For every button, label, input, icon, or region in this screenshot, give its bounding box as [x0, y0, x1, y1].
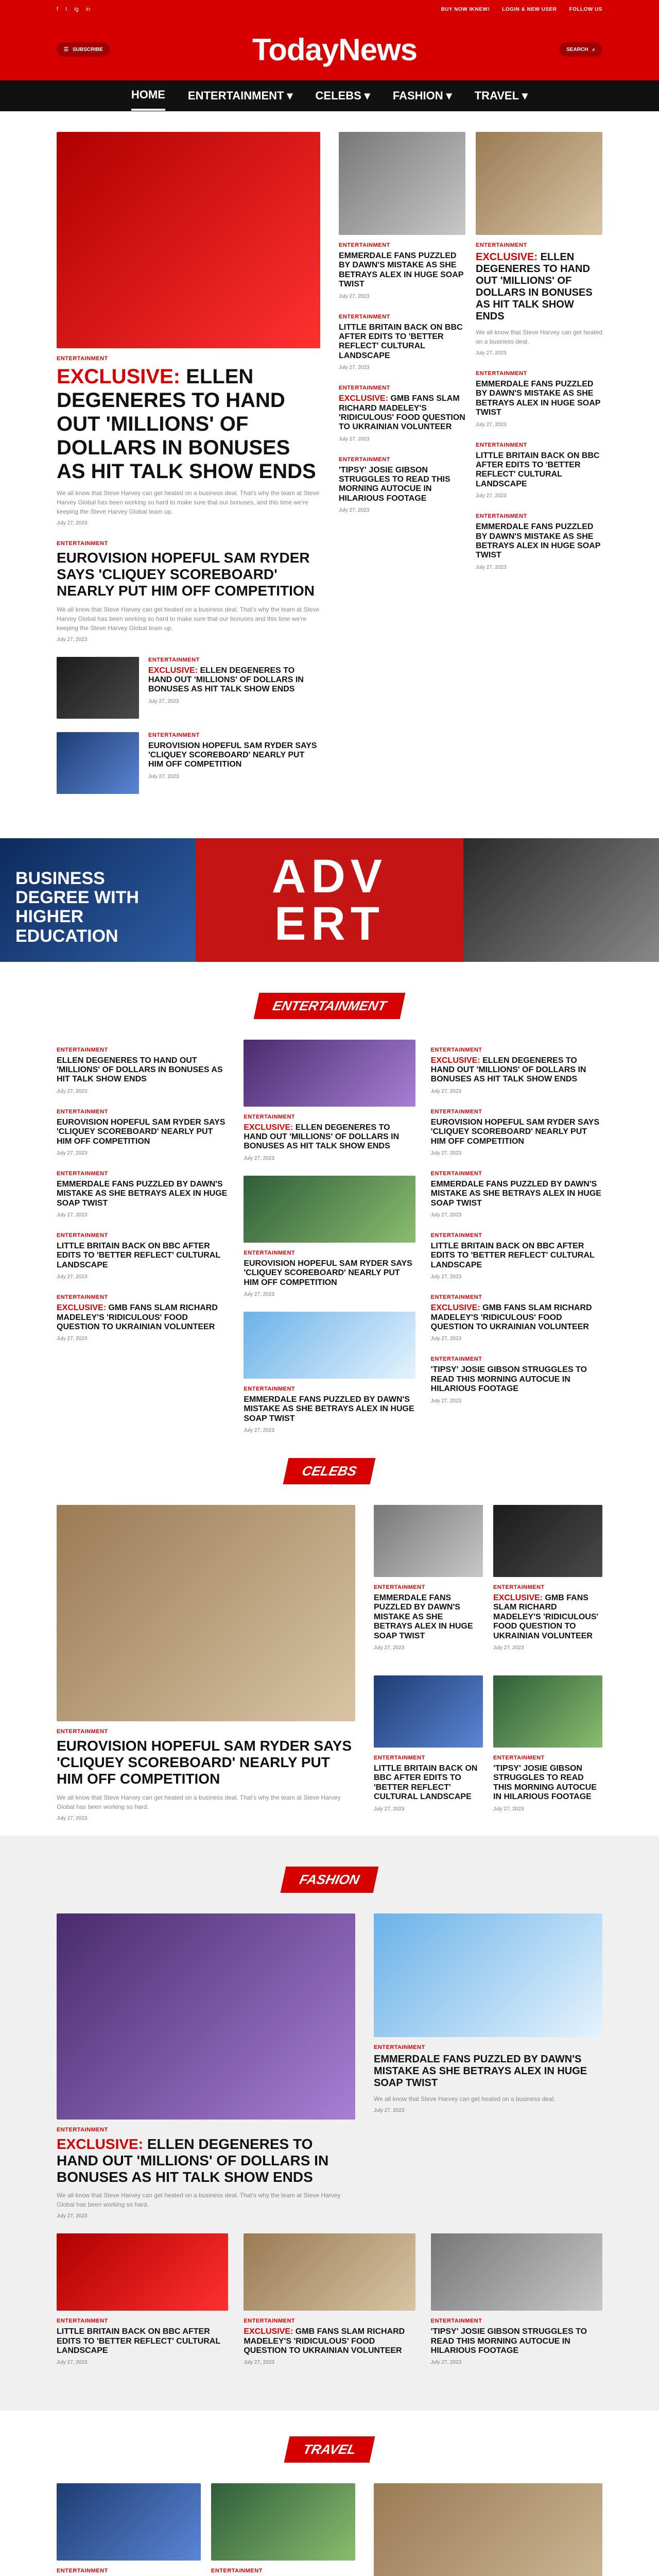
- article-card[interactable]: ENTERTAINMENT EXCLUSIVE: GMB FANS SLAM RICHARD MADELEY'S 'RIDICULOUS' FOOD QUESTION TO UKRAINIAN VOLUNTEER July 27, 2023: [57, 1294, 218, 1342]
- article-image[interactable]: [244, 1040, 415, 1107]
- celebs-main-article[interactable]: ENTERTAINMENT EUROVISION HOPEFUL SAM RYDER SAYS 'CLIQUEY SCOREBOARD' NEARLY PUT HIM OFF COMPETITION We all know that Steve Harvey can get heated on a business deal. That's why the team at Steve Harvey Global has been working so hard. July 27, 2023: [57, 1728, 352, 1821]
- hero-second-article[interactable]: ENTERTAINMENT EUROVISION HOPEFUL SAM RYDER SAYS 'CLIQUEY SCOREBOARD' NEARLY PUT HIM OFF COMPETITION We all know that Steve Harvey can get heated on a business deal. That's why the team at Steve Harvey Global has been working so hard to make sure that our bonuses and this time we're keeping the Steve Harvey Global team up. July 27, 2023: [57, 540, 320, 642]
- nav-celebs[interactable]: CELEBS ▾: [315, 89, 370, 102]
- fashion-main-article[interactable]: ENTERTAINMENT EXCLUSIVE: ELLEN DEGENERES TO HAND OUT 'MILLIONS' OF DOLLARS IN BONUSES AS HIT TALK SHOW ENDS We all know that Steve Harvey can get heated on a business deal. That's why the team at Steve Harvey Global has been working so hard. July 27, 2023: [57, 2126, 341, 2219]
- article-image[interactable]: [493, 1505, 602, 1577]
- fashion-section: [0, 1836, 659, 2411]
- article-card[interactable]: ENTERTAINMENT EXCLUSIVE: ELLEN DEGENERES TO HAND OUT 'MILLIONS' OF DOLLARS IN BONUSES AS HIT TALK SHOW ENDS We all know that Steve Harvey can get heated on a business deal. July 27, 2023: [476, 242, 602, 356]
- article-image[interactable]: [339, 132, 465, 235]
- ad-image-right: [463, 838, 659, 962]
- article-image[interactable]: [57, 132, 320, 348]
- top-bar: [0, 0, 659, 19]
- social-links: [57, 6, 90, 12]
- twitter-icon[interactable]: t: [65, 6, 67, 12]
- article-card[interactable]: ENTERTAINMENT 'TIPSY' JOSIE GIBSON STRUGGLES TO READ THIS MORNING AUTOCUE IN HILARIOUS FOOTAGE July 27, 2023: [430, 1356, 587, 1404]
- site-header: [0, 19, 659, 80]
- subscribe-button[interactable]: ☰ SUBSCRIBE: [57, 42, 110, 57]
- article-card[interactable]: ENTERTAINMENT EXCLUSIVE: ELLEN DEGENERES TO HAND OUT 'MILLIONS' OF DOLLARS IN BONUSES AS HIT TALK SHOW ENDS July 27, 2023: [244, 1113, 400, 1161]
- topbar-link[interactable]: BUY NOW IKNEW!: [441, 6, 490, 12]
- ad-text: ADV ERT: [196, 838, 463, 962]
- article-card[interactable]: ENTERTAINMENT EUROVISION HOPEFUL SAM RYDER SAYS 'CLIQUEY SCOREBOARD' NEARLY PUT HIM OFF COMPETITION July 27, 2023: [244, 1249, 412, 1297]
- article-image[interactable]: [57, 1505, 355, 1721]
- article-card[interactable]: ENTERTAINMENT LITTLE BRITAIN BACK ON BBC AFTER EDITS TO 'BETTER REFLECT' CULTURAL LANDSCAPE July 27, 2023: [57, 2233, 228, 2365]
- article-card[interactable]: ENTERTAINMENT EMMERDALE FANS PUZZLED BY DAWN'S MISTAKE AS SHE BETRAYS ALEX IN HUGE SOAP TWIST July 27, 2023: [339, 242, 464, 299]
- article-image[interactable]: [476, 132, 602, 235]
- facebook-icon[interactable]: f: [57, 6, 59, 12]
- section-label-entertainment: ENTERTAINMENT: [0, 993, 659, 1019]
- chevron-down-icon: ▾: [364, 89, 370, 102]
- article-card[interactable]: ENTERTAINMENT EMMERDALE FANS PUZZLED BY DAWN'S MISTAKE AS SHE BETRAYS ALEX IN HUGE SOAP TWIST July 27, 2023: [476, 513, 601, 570]
- article-image[interactable]: [211, 2483, 355, 2561]
- article-card[interactable]: ENTERTAINMENT LITTLE BRITAIN BACK ON BBC AFTER EDITS TO 'BETTER REFLECT' CULTURAL LANDSCAPE July 27, 2023: [430, 1232, 595, 1280]
- article-image[interactable]: [57, 732, 139, 794]
- article-image[interactable]: [57, 2233, 228, 2311]
- section-label-travel: TRAVEL: [0, 2436, 659, 2463]
- article-image[interactable]: [493, 1675, 602, 1748]
- chevron-down-icon: ▾: [522, 89, 528, 102]
- article-card[interactable]: ENTERTAINMENT EMMERDALE FANS PUZZLED BY DAWN'S MISTAKE AS SHE BETRAYS ALEX IN HUGE SOAP TWIST July 27, 2023: [476, 370, 601, 428]
- article-card[interactable]: ENTERTAINMENT LITTLE BRITAIN BACK ON BBC AFTER EDITS TO 'BETTER REFLECT' CULTURAL LANDSCAPE July 27, 2023: [57, 1232, 220, 1280]
- article-card[interactable]: ENTERTAINMENT EMMERDALE FANS PUZZLED BY DAWN'S MISTAKE AS SHE BETRAYS ALEX IN HUGE SOAP TWIST July 27, 2023: [57, 1170, 228, 1218]
- main-nav: [0, 80, 659, 111]
- article-card[interactable]: ENTERTAINMENT EUROVISION HOPEFUL SAM RYDER SAYS 'CLIQUEY SCOREBOARD' NEARLY PUT HIM OFF COMPETITION July 27, 2023: [430, 1108, 600, 1156]
- article-image[interactable]: [374, 1913, 602, 2037]
- nav-fashion[interactable]: FASHION ▾: [392, 89, 452, 102]
- article-image[interactable]: [57, 657, 139, 719]
- article-image[interactable]: [374, 2483, 602, 2576]
- article-card[interactable]: ENTERTAINMENT EXCLUSIVE: GMB FANS SLAM RICHARD MADELEY'S 'RIDICULOUS' FOOD QUESTION TO UKRAINIAN VOLUNTEER July 27, 2023: [244, 2233, 415, 2365]
- article-card[interactable]: ENTERTAINMENT EXCLUSIVE: GMB FANS SLAM RICHARD MADELEY'S 'RIDICULOUS' FOOD QUESTION TO UKRAINIAN VOLUNTEER July 27, 2023: [339, 385, 465, 442]
- article-card[interactable]: ENTERTAINMENT EUROVISION HOPEFUL SAM RYDER SAYS 'CLIQUEY SCOREBOARD' NEARLY PUT HIM OFF COMPETITION July 27, 2023: [57, 1108, 226, 1156]
- site-logo[interactable]: TodayNews: [252, 32, 417, 67]
- article-card[interactable]: ENTERTAINMENT EMMERDALE FANS PUZZLED BY DAWN'S MISTAKE AS SHE BETRAYS ALEX IN HUGE SOAP TWIST July 27, 2023: [244, 1385, 414, 1434]
- nav-home[interactable]: HOME: [131, 81, 165, 111]
- article-image[interactable]: [374, 1675, 483, 1748]
- article-card[interactable]: ENTERTAINMENT: [211, 2483, 355, 2576]
- ad-image-left: BUSINESS DEGREE WITH HIGHER EDUCATION: [0, 838, 196, 962]
- search-icon: ⌕: [592, 46, 595, 53]
- article-card[interactable]: ENTERTAINMENT ELLEN DEGENERES TO HAND OUT 'MILLIONS' OF DOLLARS IN BONUSES AS HIT TALK SHOW ENDS July 27, 2023: [57, 1046, 223, 1094]
- article-card[interactable]: ENTERTAINMENT EUROVISION HOPEFUL SAM RYDER SAYS 'CLIQUEY SCOREBOARD' NEARLY PUT HIM OFF COMPETITION July 27, 2023: [57, 732, 320, 794]
- section-label-celebs: CELEBS: [0, 1458, 659, 1484]
- topbar-link[interactable]: FOLLOW US: [569, 6, 602, 12]
- hero-main-article[interactable]: ENTERTAINMENT EXCLUSIVE: ELLEN DEGENERES TO HAND OUT 'MILLIONS' OF DOLLARS IN BONUSES AS HIT TALK SHOW ENDS We all know that Steve Harvey can get heated on a business deal. That's why the team at Steve Harvey Global has been working so hard to make sure that our bonuses, and this time we're keeping the Steve Harvey Global team up. July 27, 2023: [57, 132, 320, 526]
- article-card[interactable]: ENTERTAINMENT EXCLUSIVE: GMB FANS SLAM RICHARD MADELEY'S 'RIDICULOUS' FOOD QUESTION TO UKRAINIAN VOLUNTEER July 27, 2023: [493, 1505, 602, 1651]
- chevron-down-icon: ▾: [446, 89, 452, 102]
- article-image[interactable]: [57, 2483, 201, 2561]
- section-label-fashion: FASHION: [0, 1867, 659, 1893]
- article-card[interactable]: ENTERTAINMENT EXCLUSIVE: ELLEN DEGENERES TO HAND OUT 'MILLIONS' OF DOLLARS IN BONUSES AS HIT TALK SHOW ENDS July 27, 2023: [430, 1046, 586, 1094]
- article-card[interactable]: ENTERTAINMENT: [57, 2483, 201, 2576]
- chevron-down-icon: ▾: [287, 89, 293, 102]
- nav-travel[interactable]: TRAVEL ▾: [474, 89, 528, 102]
- article-image[interactable]: [374, 1505, 483, 1577]
- menu-icon: ☰: [64, 46, 68, 53]
- instagram-icon[interactable]: ig: [74, 6, 79, 12]
- article-image[interactable]: [57, 1913, 355, 2120]
- article-card[interactable]: ENTERTAINMENT EMMERDALE FANS PUZZLED BY DAWN'S MISTAKE AS SHE BETRAYS ALEX IN HUGE SOAP TWIST We all know that Steve Harvey can get heated on a business deal. July 27, 2023: [374, 2044, 587, 2113]
- article-image[interactable]: [244, 1176, 415, 1243]
- linkedin-icon[interactable]: in: [85, 6, 91, 12]
- article-card[interactable]: ENTERTAINMENT EXCLUSIVE: ELLEN DEGENERES TO HAND OUT 'MILLIONS' OF DOLLARS IN BONUSES AS HIT TALK SHOW ENDS July 27, 2023: [57, 657, 320, 719]
- search-button[interactable]: SEARCH ⌕: [559, 42, 602, 57]
- article-card[interactable]: ENTERTAINMENT EXCLUSIVE: GMB FANS SLAM RICHARD MADELEY'S 'RIDICULOUS' FOOD QUESTION TO UKRAINIAN VOLUNTEER July 27, 2023: [430, 1294, 592, 1342]
- article-card[interactable]: ENTERTAINMENT EMMERDALE FANS PUZZLED BY DAWN'S MISTAKE AS SHE BETRAYS ALEX IN HUGE SOAP TWIST July 27, 2023: [430, 1170, 601, 1218]
- nav-entertainment[interactable]: ENTERTAINMENT ▾: [187, 89, 293, 102]
- article-card[interactable]: ENTERTAINMENT 'TIPSY' JOSIE GIBSON STRUGGLES TO READ THIS MORNING AUTOCUE IN HILARIOUS FOOTAGE July 27, 2023: [493, 1675, 602, 1812]
- article-card[interactable]: ENTERTAINMENT LITTLE BRITAIN BACK ON BBC AFTER EDITS TO 'BETTER REFLECT' CULTURAL LANDSCAPE July 27, 2023: [476, 442, 600, 499]
- article-card[interactable]: ENTERTAINMENT EMMERDALE FANS PUZZLED BY DAWN'S MISTAKE AS SHE BETRAYS ALEX IN HUGE SOAP TWIST July 27, 2023: [374, 1505, 483, 1651]
- article-image[interactable]: [244, 1312, 415, 1379]
- article-card[interactable]: ENTERTAINMENT LITTLE BRITAIN BACK ON BBC AFTER EDITS TO 'BETTER REFLECT' CULTURAL LANDSCAPE July 27, 2023: [374, 1675, 483, 1812]
- article-card[interactable]: ENTERTAINMENT 'TIPSY' JOSIE GIBSON STRUGGLES TO READ THIS MORNING AUTOCUE IN HILARIOUS FOOTAGE July 27, 2023: [339, 456, 450, 514]
- ad-banner[interactable]: [0, 838, 659, 962]
- article-card[interactable]: ENTERTAINMENT LITTLE BRITAIN BACK ON BBC AFTER EDITS TO 'BETTER REFLECT' CULTURAL LANDSCAPE July 27, 2023: [339, 313, 463, 371]
- topbar-link[interactable]: LOGIN & NEW USER: [502, 6, 557, 12]
- article-image[interactable]: [244, 2233, 415, 2311]
- article-card[interactable]: ENTERTAINMENT 'TIPSY' JOSIE GIBSON STRUGGLES TO READ THIS MORNING AUTOCUE IN HILARIOUS FOOTAGE July 27, 2023: [431, 2233, 602, 2365]
- article-image[interactable]: [431, 2233, 602, 2311]
